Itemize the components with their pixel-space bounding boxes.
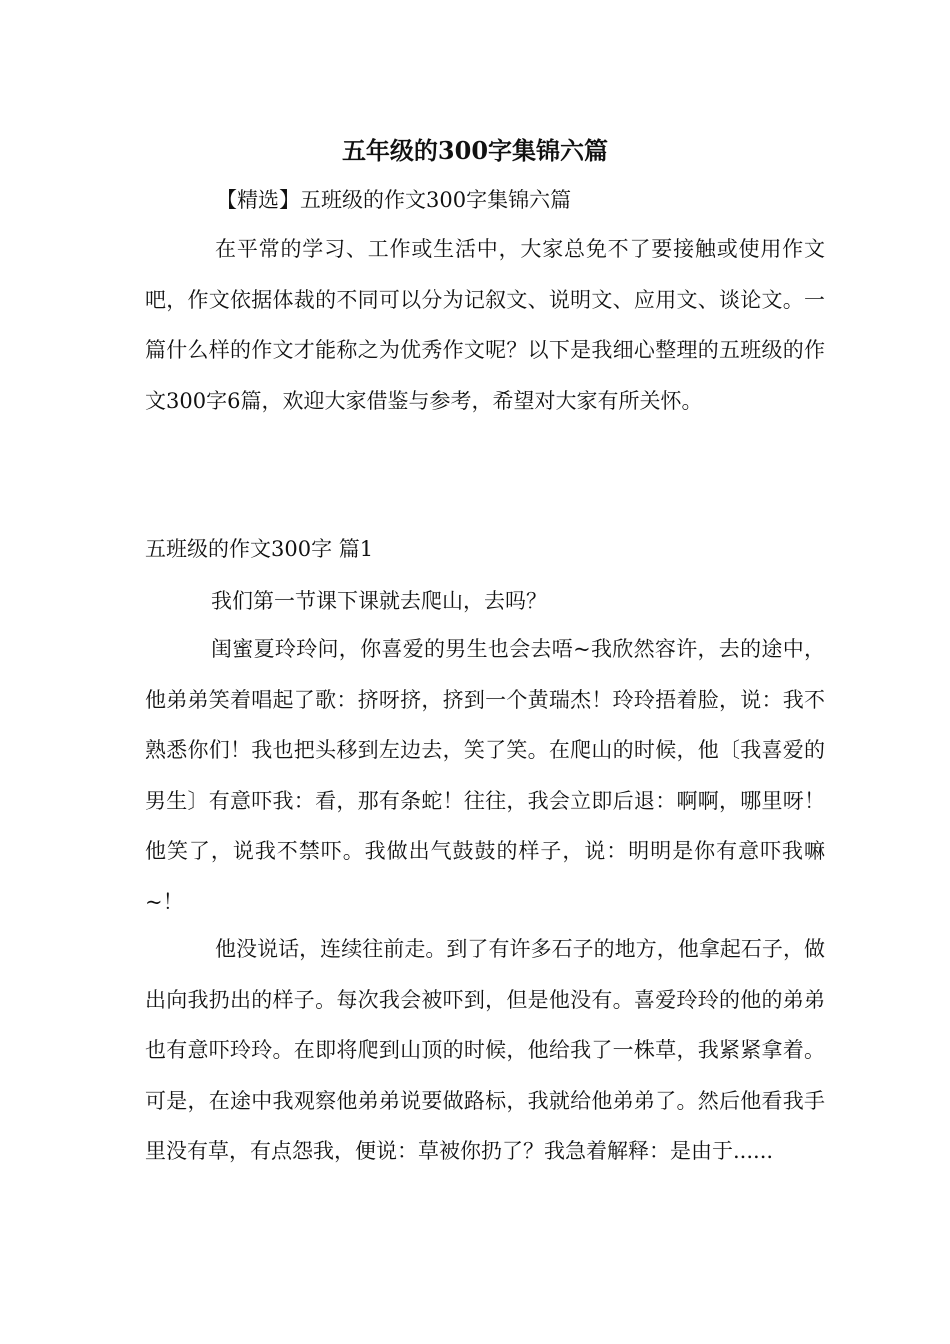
section-paragraph-2: 闺蜜夏玲玲问，你喜爱的男生也会去唔~我欣然容许，去的途中，他弟弟笑着唱起了歌：挤呀挤，挤到一个黄瑞杰！玲玲捂着脸，说：我不熟悉你们！我也把头移到左边去，笑了笑。在爬山的时候，他〔我喜爱的男生〕有意吓我：看，那有条蛇！往往，我会立即后退：啊啊，哪里呀！他笑了，说我不禁吓。我做出气鼓鼓的样子，说：明明是你有意吓我嘛~！ xyxy=(145,637,825,914)
section-paragraph-3: 他没说话，连续往前走。到了有许多石子的地方，他拿起石子，做出向我扔出的样子。每次我会被吓到，但是他没有。喜爱玲玲的他的弟弟也有意吓玲玲。在即将爬到山顶的时候，他给我了一株草，我紧紧拿着。可是，在途中我观察他弟弟说要做路标，我就给他弟弟了。然后他看我手里没有草，有点怨我，便说：草被你扔了？我急着解释：是由于...... xyxy=(145,937,825,1163)
document-subtitle: 【精选】五班级的作文300字集锦六篇 xyxy=(216,188,572,212)
section-paragraph-1: 我们第一节课下课就去爬山，去吗？ xyxy=(211,589,547,613)
section-heading: 五班级的作文300字 篇1 xyxy=(145,537,374,561)
document-title: 五年级的300字集锦六篇 xyxy=(341,136,609,165)
intro-paragraph: 在平常的学习、工作或生活中，大家总免不了要接触或使用作文吧，作文依据体裁的不同可以分为记叙文、说明文、应用文、谈论文。一篇什么样的作文才能称之为优秀作文呢？以下是我细心整理的五班级的作文300字6篇，欢迎大家借鉴与参考，希望对大家有所关怀。 xyxy=(145,237,825,413)
